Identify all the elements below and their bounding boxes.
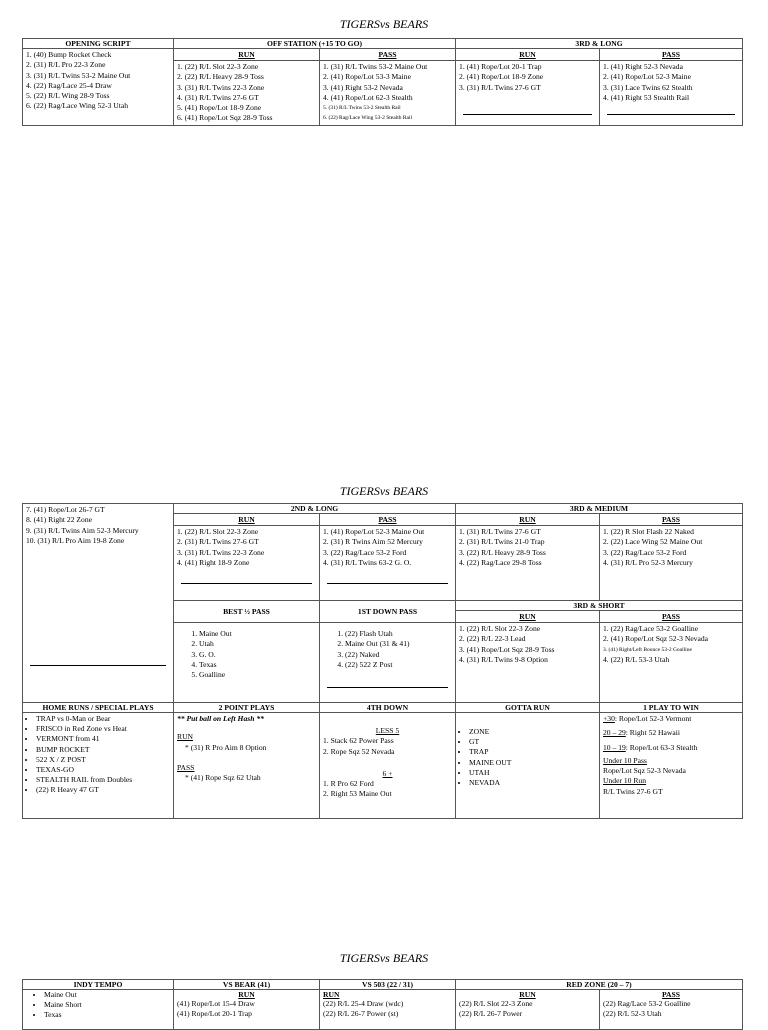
list-item: 2. (22) R/L 22-3 Lead <box>459 634 526 644</box>
second-long-pass-label: PASS <box>320 514 456 526</box>
one-play-row <box>603 728 739 738</box>
list-item: 5. (22) R/L Wing 28-9 Toss <box>26 91 110 101</box>
two-point-note: ** Put ball on Left Hash ** <box>177 714 264 723</box>
list-item: 1. (22) R/L Slot 22-3 Zone <box>459 624 541 633</box>
list-item: 2. Rope Sqz 52 Nevada <box>323 746 395 756</box>
list-item: 3. (22) Rag/Lace 53-2 Ford <box>603 547 687 557</box>
list-item: 2. (41) Rope/Lot Sqz 52-3 Nevada <box>603 634 709 644</box>
third-long-header: 3RD & LONG <box>456 39 743 49</box>
one-play-range: +30 <box>603 714 615 723</box>
off-station-pass-list <box>320 61 456 126</box>
list-item: 9. (31) R/L Twins Aim 52-3 Mercury <box>26 525 139 535</box>
list-item: • Maine Short <box>44 1000 170 1010</box>
list-item: (41) Rope/Lot 15-4 Draw <box>177 999 255 1008</box>
red-zone-header: RED ZONE (20 – 7) <box>456 980 743 990</box>
one-play-row <box>603 714 739 724</box>
list-item: 2. (41) Rope/Lot 52-3 Maine <box>603 72 691 82</box>
list-item: 2. Maine Out (31 & 41) <box>345 639 452 649</box>
third-medium-run-label: RUN <box>456 514 600 526</box>
list-item: 7. (41) Rope/Lot 26-7 GT <box>26 505 105 514</box>
third-short-header: 3RD & SHORT <box>456 601 743 611</box>
fourth-down-more-label: 6 + <box>382 768 393 778</box>
list-item: 3. G. O. <box>199 650 316 660</box>
list-item: 2. (31) R/L Twins 27-6 GT <box>177 537 259 547</box>
blank-line <box>327 686 448 688</box>
second-long-pass-list <box>320 526 456 601</box>
list-item: 2. (22) R/L Heavy 28-9 Toss <box>177 72 264 82</box>
list-item: 2. (22) Lace Wing 52 Maine Out <box>603 537 703 547</box>
two-point-run: * (31) R Pro Aim 8 Option <box>185 742 267 752</box>
gotta-run-list <box>456 713 600 819</box>
third-short-pass-list <box>600 623 743 703</box>
list-item: 3. (41) Right 53-2 Nevada <box>323 82 403 92</box>
list-item: 5. Goalline <box>199 670 316 680</box>
list-item: (22) R/L Slot 22-3 Zone <box>459 999 533 1008</box>
off-station-header: OFF STATION (+15 TO GO) <box>174 39 456 49</box>
third-short-run-label: RUN <box>456 611 600 623</box>
one-play-range: 20 – 29 <box>603 728 626 738</box>
list-item: (22) Rag/Lace 53-2 Goalline <box>603 999 691 1008</box>
list-item: 2. (31) R Twins Aim 52 Mercury <box>323 537 423 547</box>
list-item: 6. (22) Rag/Lace Wing 53-2 Stealth Rail <box>323 115 413 122</box>
best-half-pass-list <box>174 623 320 703</box>
list-item: 5. (31) R/L Twins 53-2 Stealth Rail <box>323 105 401 112</box>
blank-line <box>463 113 592 115</box>
list-item: • (22) R Heavy 47 GT <box>36 785 170 795</box>
blank-line <box>607 113 735 115</box>
list-item: 1. (22) R/L Slot 22-3 Zone <box>177 62 259 71</box>
page-title: TIGERSvs BEARS <box>339 951 429 965</box>
third-short-pass-label: PASS <box>600 611 743 623</box>
list-item: 3. (22) Naked <box>345 650 452 660</box>
list-item: 2. Right 53 Maine Out <box>323 789 392 799</box>
two-point-header: 2 POINT PLAYS <box>174 703 320 713</box>
third-long-run-label: RUN <box>456 49 600 61</box>
list-item: 2. (41) Rope/Lot 18-9 Zone <box>459 72 544 82</box>
list-item: 2. (41) Rope/Lot 53-3 Maine <box>323 72 411 82</box>
list-item: (22) R/L 25-4 Draw (wdc) <box>323 999 404 1008</box>
third-medium-run-list <box>456 526 600 601</box>
under-10-run-label: Under 10 Run <box>603 776 647 786</box>
under-10-pass-label: Under 10 Pass <box>603 755 647 765</box>
list-item: 1. (22) Flash Utah <box>345 629 452 639</box>
list-item: 1. R Pro 62 Ford <box>323 779 374 789</box>
list-item: 4. Texas <box>199 660 316 670</box>
list-item: • Maine Out <box>44 990 170 1000</box>
list-item: • FRISCO in Red Zone vs Heat <box>36 724 170 734</box>
off-station-run-list <box>174 61 320 126</box>
list-item: • TRAP vs 0-Man or Bear <box>36 714 170 724</box>
list-item: • STEALTH RAIL from Doubles <box>36 775 170 785</box>
list-item: 1. (31) R/L Twins 27-6 GT <box>459 527 541 536</box>
page-title: TIGERSvs BEARS <box>339 484 429 498</box>
list-item: (22) R/L 26-7 Power <box>459 1009 523 1019</box>
opening-script-list <box>23 49 174 126</box>
list-item: 1. Stack 62 Power Pass <box>323 736 394 746</box>
one-play-header: 1 PLAY TO WIN <box>600 703 743 713</box>
home-runs-header: HOME RUNS / SPECIAL PLAYS <box>23 703 174 713</box>
third-long-run-list <box>456 61 600 126</box>
list-item: • MAINE OUT <box>469 758 596 768</box>
two-point-pass: * (41) Rope Sqz 62 Utah <box>185 773 261 783</box>
page-title: TIGERSvs BEARS <box>339 17 429 31</box>
off-station-run-label: RUN <box>174 49 320 61</box>
list-item: 1. (22) Rag/Lace 53-2 Goalline <box>603 624 699 633</box>
one-play-to-win <box>600 713 743 819</box>
list-item: 1. (41) Rope/Lot 20-1 Trap <box>459 62 542 71</box>
first-down-pass-header: 1ST DOWN PASS <box>320 601 456 623</box>
third-medium-pass-label: PASS <box>600 514 743 526</box>
home-runs-list <box>23 713 174 819</box>
third-medium-header: 3RD & MEDIUM <box>456 504 743 514</box>
two-point-pass-label: PASS <box>177 762 195 772</box>
list-item: 4. (22) R/L 53-3 Utah <box>603 654 670 664</box>
list-item: (22) R/L 26-7 Power (st) <box>323 1009 399 1019</box>
list-item: • GT <box>469 737 596 747</box>
list-item: 1. (41) Right 52-3 Nevada <box>603 62 683 71</box>
third-short-run-list <box>456 623 600 703</box>
list-item: • Texas <box>44 1010 170 1020</box>
list-item: 2. (31) R/L Twins 21-0 Trap <box>459 537 545 547</box>
opening-script-continued <box>23 504 174 703</box>
list-item: 4. (31) R/L Twins 27-6 GT <box>177 92 259 102</box>
third-medium-pass-list <box>600 526 743 601</box>
list-item: 10. (31) R/L Pro Aim 19-8 Zone <box>26 535 125 545</box>
vs-bear-header: VS BEAR (41) <box>174 980 320 990</box>
vs-503-run-label: RUN <box>323 990 340 999</box>
list-item: 8. (41) Right 22 Zone <box>26 515 93 525</box>
one-play-call: : Rope/Lot 52-3 Vermont <box>614 714 692 723</box>
list-item: 1. (22) R Slot Flash 22 Naked <box>603 527 694 536</box>
sheet-table-2 <box>22 503 743 819</box>
one-play-call: : Right 52 Hawaii <box>625 728 680 738</box>
list-item: 3. (31) Lace Twins 62 Stealth <box>603 82 693 92</box>
one-play-row <box>603 743 739 753</box>
sheet-table-3 <box>22 979 743 1030</box>
list-item: 4. (22) Rag/Lace 29-8 Toss <box>459 557 542 567</box>
list-item: 3. (41) Rope/Lot Sqz 28-9 Toss <box>459 644 555 654</box>
red-zone-run-label: RUN <box>519 990 536 999</box>
list-item: 4. (31) R/L Twins 9-8 Option <box>459 654 548 664</box>
under-10-pass: Rope/Lot Sqz 52-3 Nevada <box>603 766 686 776</box>
list-item: 4. (41) Right 18-9 Zone <box>177 557 250 567</box>
list-item: 5. (41) Rope/Lot 18-9 Zone <box>177 103 262 113</box>
vs-bear-run-label: RUN <box>238 990 255 999</box>
list-item: (22) R/L 52-3 Utah <box>603 1009 662 1019</box>
blank-line <box>327 582 448 584</box>
list-item: 3. (22) R/L Heavy 28-9 Toss <box>459 547 546 557</box>
second-long-run-list <box>174 526 320 601</box>
list-item: 4. (31) R/L Twins 63-2 G. O. <box>323 557 412 567</box>
list-item: • ZONE <box>469 727 596 737</box>
first-down-pass-list <box>320 623 456 703</box>
list-item: 6. (41) Rope/Lot Sqz 28-9 Toss <box>177 113 273 123</box>
list-item: (41) Rope/Lot 20-1 Trap <box>177 1009 252 1019</box>
list-item: 4. (41) Right 53 Stealth Rail <box>603 92 690 102</box>
list-item: 3. (22) Rag/Lace 53-2 Ford <box>323 547 407 557</box>
third-long-pass-list <box>600 61 743 126</box>
list-item: 3. (31) R/L Twins 22-3 Zone <box>177 82 265 92</box>
sheet-table-1 <box>22 38 743 126</box>
two-point-plays <box>174 713 320 819</box>
list-item: • UTAH <box>469 768 596 778</box>
list-item: 3. (31) R/L Twins 27-6 GT <box>459 82 541 92</box>
list-item: • NEVADA <box>469 778 596 788</box>
red-zone-pass-label: PASS <box>661 990 680 999</box>
second-long-header: 2ND & LONG <box>174 504 456 514</box>
list-item: 1. Maine Out <box>199 629 316 639</box>
list-item: 4. (22) 522 Z Post <box>345 660 452 670</box>
list-item: 2. (31) R/L Pro 22-3 Zone <box>26 60 106 70</box>
two-point-run-label: RUN <box>177 732 194 742</box>
one-play-call: : Rope/Lot 63-3 Stealth <box>625 742 698 752</box>
fourth-down-header: 4TH DOWN <box>320 703 456 713</box>
list-item: • TRAP <box>469 747 596 757</box>
under-10-run: R/L Twins 27-6 GT <box>603 786 663 796</box>
list-item: 6. (22) Rag/Lace Wing 52-3 Utah <box>26 101 129 111</box>
third-long-pass-label: PASS <box>600 49 743 61</box>
blank-line <box>30 664 166 666</box>
fourth-down-less-label: LESS 5 <box>375 726 400 735</box>
opening-script-header: OPENING SCRIPT <box>23 39 174 49</box>
list-item: 1. (41) Rope/Lot 52-3 Maine Out <box>323 527 425 536</box>
list-item: 3. (31) R/L Twins 53-2 Maine Out <box>26 70 131 80</box>
list-item: 4. (22) Rag/Lace 25-4 Draw <box>26 80 112 90</box>
fourth-down-plays <box>320 713 456 819</box>
indy-tempo-header: INDY TEMPO <box>23 980 174 990</box>
off-station-pass-label: PASS <box>320 49 456 61</box>
one-play-range: 10 – 19 <box>603 742 626 752</box>
list-item: 1. (31) R/L Twins 53-2 Maine Out <box>323 62 428 71</box>
blank-line <box>181 582 312 584</box>
list-item: 1. (40) Bump Rocket Check <box>26 50 112 59</box>
list-item: • VERMONT from 41 <box>36 734 170 744</box>
gotta-run-header: GOTTA RUN <box>456 703 600 713</box>
vs-503-header: VS 503 (22 / 31) <box>320 980 456 990</box>
list-item: 2. Utah <box>199 639 316 649</box>
list-item: • 522 X / Z POST <box>36 755 170 765</box>
list-item: • TEXAS-GO <box>36 765 170 775</box>
best-half-pass-header: BEST ½ PASS <box>174 601 320 623</box>
list-item: • BUMP ROCKET <box>36 745 170 755</box>
list-item: 1. (22) R/L Slot 22-3 Zone <box>177 527 259 536</box>
list-item: 3. (41) Right/Left Bounce 53-2 Goalline <box>603 646 692 653</box>
list-item: 4. (41) Rope/Lot 62-3 Stealth <box>323 92 413 102</box>
list-item: 3. (31) R/L Twins 22-3 Zone <box>177 547 265 557</box>
second-long-run-label: RUN <box>174 514 320 526</box>
list-item: 4. (31) R/L Pro 52-3 Mercury <box>603 557 693 567</box>
